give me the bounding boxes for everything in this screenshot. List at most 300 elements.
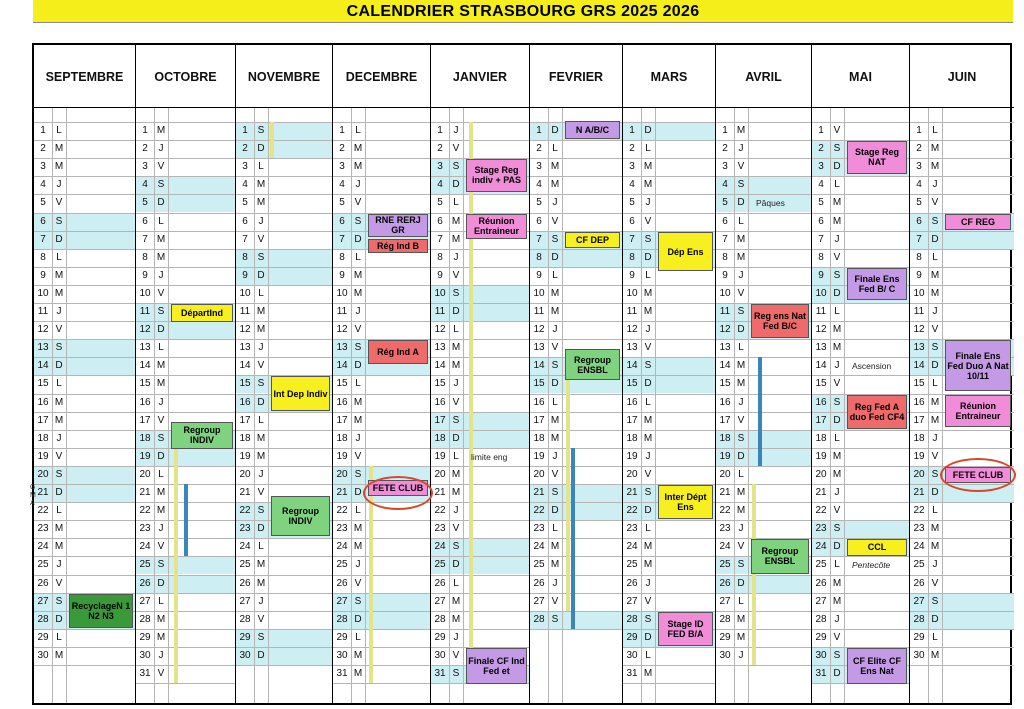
day-number: 4	[722, 179, 728, 191]
weekday-letter: M	[256, 432, 266, 444]
weekday-letter: J	[552, 450, 558, 462]
day-number: 1	[339, 125, 345, 136]
weekday-letter: D	[452, 306, 460, 317]
day-number: 6	[629, 215, 635, 227]
day-number: 22	[239, 505, 251, 517]
weekday-letter: J	[738, 269, 744, 281]
weekday-letter: S	[55, 595, 63, 607]
weekday-letter: D	[157, 577, 165, 589]
weekday-letter: M	[451, 613, 461, 625]
weekday-letter: M	[54, 649, 64, 661]
weekday-letter: S	[354, 468, 362, 480]
day-number: 28	[626, 613, 638, 625]
weekday-letter: J	[158, 143, 164, 155]
weekday-letter: V	[931, 197, 939, 209]
column-separator	[365, 108, 366, 703]
day-number: 24	[139, 541, 151, 553]
weekday-letter: M	[643, 541, 653, 553]
day-number: 1	[722, 125, 728, 136]
month-header-fevrier: FEVRIER	[530, 45, 623, 108]
day-number: 20	[434, 468, 446, 480]
weekday-letter: L	[158, 468, 164, 480]
day-number: 23	[37, 523, 49, 535]
month-header-avril: AVRIL	[716, 45, 812, 108]
day-number: 24	[533, 541, 545, 553]
day-number: 7	[722, 233, 728, 245]
weekday-letter: J	[932, 432, 938, 444]
weekday-letter: S	[257, 378, 265, 390]
day-number: 9	[722, 269, 728, 281]
period-bar	[752, 484, 756, 665]
weekday-letter: D	[55, 233, 63, 245]
day-number: 8	[40, 251, 46, 263]
weekday-letter: M	[156, 613, 166, 625]
day-number: 10	[815, 287, 827, 299]
weekday-letter: S	[55, 215, 63, 227]
weekday-letter: L	[355, 378, 361, 390]
weekday-letter: S	[833, 396, 841, 408]
day-number: 3	[242, 161, 248, 173]
weekday-letter: L	[355, 505, 361, 517]
day-number: 7	[818, 233, 824, 245]
day-number: 27	[434, 595, 446, 607]
weekday-letter: L	[355, 631, 361, 643]
day-number: 25	[815, 559, 827, 571]
weekday-letter: V	[551, 342, 559, 354]
weekday-letter: M	[550, 287, 560, 299]
day-number: 2	[916, 143, 922, 155]
month-column-novembre	[236, 108, 333, 703]
weekday-letter: D	[354, 613, 362, 625]
weekday-letter: D	[644, 251, 652, 263]
weekday-letter: S	[157, 306, 165, 317]
weekday-letter: L	[56, 251, 62, 263]
weekday-letter: S	[452, 287, 460, 299]
event-block: CF REG	[945, 214, 1011, 230]
event-block: RNE RERJ GR	[368, 214, 428, 238]
day-number: 4	[629, 179, 635, 191]
weekday-letter: J	[834, 613, 840, 625]
day-number: 3	[437, 161, 443, 173]
weekday-letter: D	[257, 523, 265, 535]
event-block: Stage Reg NAT	[847, 141, 907, 174]
weekday-letter: M	[930, 269, 940, 281]
day-number: 14	[239, 360, 251, 372]
day-number: 13	[626, 342, 638, 354]
day-number: 28	[434, 613, 446, 625]
calendar-note: Pentecôte	[852, 560, 891, 571]
period-bar	[270, 122, 274, 158]
period-bar	[758, 357, 762, 466]
weekday-letter: D	[931, 613, 939, 625]
day-number: 24	[239, 541, 251, 553]
day-number: 18	[913, 432, 925, 444]
weekday-letter: M	[451, 468, 461, 480]
weekday-letter: S	[257, 125, 265, 136]
weekday-letter: M	[550, 414, 560, 426]
weekday-letter: L	[932, 505, 938, 517]
weekday-letter: M	[156, 233, 166, 245]
day-number: 1	[818, 125, 824, 136]
day-number: 5	[339, 197, 345, 209]
weekday-letter: M	[54, 523, 64, 535]
weekday-letter: V	[931, 324, 939, 336]
day-number: 12	[139, 324, 151, 336]
day-number: 6	[916, 215, 922, 227]
day-number: 17	[434, 414, 446, 426]
day-number: 11	[719, 306, 731, 317]
weekday-letter: S	[644, 360, 652, 372]
day-number: 8	[242, 251, 248, 263]
weekday-letter: D	[157, 324, 165, 336]
event-block: RecyclageN 1 N2 N3	[69, 594, 133, 628]
weekday-letter: L	[932, 125, 938, 136]
weekday-letter: M	[156, 631, 166, 643]
weekday-letter: S	[737, 559, 745, 571]
weekday-letter: D	[931, 487, 939, 498]
day-number: 19	[815, 450, 827, 462]
weekday-letter: D	[55, 487, 63, 498]
day-number: 1	[437, 125, 443, 136]
day-number: 2	[40, 143, 46, 155]
day-number: 30	[239, 649, 251, 661]
weekday-letter: V	[644, 595, 652, 607]
day-number: 29	[239, 631, 251, 643]
row-line	[623, 683, 715, 684]
weekday-letter: M	[832, 577, 842, 589]
day-number: 23	[626, 523, 638, 535]
day-number: 7	[629, 233, 635, 245]
day-number: 12	[719, 324, 731, 336]
day-number: 2	[536, 143, 542, 155]
day-number: 9	[437, 269, 443, 281]
weekday-letter: M	[550, 179, 560, 191]
weekday-letter: D	[257, 143, 265, 155]
weekday-letter: L	[552, 523, 558, 535]
day-number: 28	[533, 613, 545, 625]
weekday-letter: D	[737, 577, 745, 589]
weekday-letter: L	[355, 125, 361, 136]
weekday-letter: M	[54, 414, 64, 426]
day-number: 28	[139, 613, 151, 625]
day-number: 21	[139, 487, 151, 498]
day-number: 28	[913, 613, 925, 625]
event-block: FETE CLUB	[368, 480, 428, 496]
column-separator	[66, 108, 67, 703]
day-number: 12	[626, 324, 638, 336]
weekday-letter: M	[736, 360, 746, 372]
month-header-decembre: DECEMBRE	[333, 45, 431, 108]
weekday-letter: J	[834, 360, 840, 372]
weekday-letter: L	[453, 577, 459, 589]
weekday-letter: M	[832, 450, 842, 462]
weekday-letter: M	[736, 125, 746, 136]
day-number: 26	[434, 577, 446, 589]
day-number: 13	[336, 342, 348, 354]
weekday-letter: L	[56, 505, 62, 517]
weekday-letter: S	[354, 342, 362, 354]
day-number: 31	[434, 668, 446, 679]
day-number: 29	[37, 631, 49, 643]
month-column-mars	[623, 108, 716, 703]
day-number: 25	[139, 559, 151, 571]
day-number: 26	[626, 577, 638, 589]
day-number: 13	[434, 342, 446, 354]
weekday-letter: V	[833, 251, 841, 263]
weekday-letter: S	[737, 179, 745, 191]
weekday-letter: J	[355, 179, 361, 191]
day-number: 3	[722, 161, 728, 173]
weekday-letter: J	[552, 197, 558, 209]
weekday-letter: L	[158, 342, 164, 354]
weekday-letter: V	[354, 450, 362, 462]
day-number: 17	[533, 414, 545, 426]
weekday-letter: M	[550, 432, 560, 444]
month-header-mai: MAI	[812, 45, 910, 108]
day-number: 23	[913, 523, 925, 535]
highlight-circle	[363, 476, 433, 510]
weekday-letter: M	[156, 378, 166, 390]
weekday-letter: M	[930, 143, 940, 155]
weekday-letter: J	[258, 595, 264, 607]
day-number: 14	[434, 360, 446, 372]
day-number: 18	[815, 432, 827, 444]
day-number: 30	[434, 649, 446, 661]
column-separator	[655, 108, 656, 703]
day-number: 14	[139, 360, 151, 372]
day-number: 27	[336, 595, 348, 607]
day-number: 2	[242, 143, 248, 155]
weekday-letter: S	[55, 468, 63, 480]
day-number: 11	[913, 306, 925, 317]
day-number: 13	[239, 342, 251, 354]
day-number: 27	[37, 595, 49, 607]
day-number: 20	[626, 468, 638, 480]
calendar-note: Ascension	[852, 361, 892, 372]
row-line	[333, 683, 430, 684]
weekday-letter: M	[256, 577, 266, 589]
day-number: 21	[815, 487, 827, 498]
day-number: 3	[40, 161, 46, 173]
day-number: 25	[913, 559, 925, 571]
event-block: Regroup ENSBL	[565, 349, 620, 380]
weekday-letter: L	[834, 179, 840, 191]
day-number: 29	[139, 631, 151, 643]
weekday-letter: M	[54, 143, 64, 155]
weekday-letter: S	[833, 143, 841, 155]
month-column-avril	[716, 108, 812, 703]
weekday-letter: M	[736, 631, 746, 643]
day-number: 20	[913, 468, 925, 480]
day-number: 30	[37, 649, 49, 661]
event-block: Stage ID FED B/A	[658, 612, 713, 646]
column-separator	[942, 108, 943, 703]
weekday-letter: V	[55, 197, 63, 209]
weekday-letter: V	[354, 324, 362, 336]
weekday-letter: D	[833, 161, 841, 173]
day-number: 12	[336, 324, 348, 336]
weekday-letter: J	[932, 559, 938, 571]
day-number: 10	[336, 287, 348, 299]
weekday-letter: J	[158, 269, 164, 281]
day-number: 19	[913, 450, 925, 462]
weekday-letter: S	[551, 360, 559, 372]
day-number: 12	[37, 324, 49, 336]
day-number: 16	[719, 396, 731, 408]
row-line	[34, 665, 135, 666]
weekday-letter: M	[54, 541, 64, 553]
weekday-letter: M	[451, 342, 461, 354]
day-number: 30	[626, 649, 638, 661]
period-bar	[184, 484, 188, 556]
day-number: 17	[37, 414, 49, 426]
day-number: 26	[719, 577, 731, 589]
weekday-letter: M	[930, 161, 940, 173]
weekday-letter: L	[56, 631, 62, 643]
weekday-letter: J	[645, 450, 651, 462]
weekday-letter: V	[55, 450, 63, 462]
weekday-letter: J	[56, 179, 62, 191]
weekday-letter: S	[452, 541, 460, 553]
day-number: 8	[339, 251, 345, 263]
day-number: 11	[239, 306, 251, 317]
day-number: 15	[626, 378, 638, 390]
day-number: 28	[239, 613, 251, 625]
weekday-letter: J	[258, 342, 264, 354]
weekday-letter: M	[353, 541, 363, 553]
day-number: 14	[719, 360, 731, 372]
event-block: Inter Dépt Ens	[658, 485, 713, 519]
day-number: 19	[139, 450, 151, 462]
weekday-letter: M	[256, 306, 266, 317]
day-number: 23	[239, 523, 251, 535]
day-number: 18	[626, 432, 638, 444]
weekday-letter: S	[257, 631, 265, 643]
weekday-letter: V	[452, 396, 460, 408]
weekday-letter: V	[931, 450, 939, 462]
weekday-letter: V	[157, 414, 165, 426]
day-number: 2	[818, 143, 824, 155]
day-number: 29	[815, 631, 827, 643]
event-block: FETE CLUB	[945, 467, 1011, 483]
weekday-letter: V	[257, 613, 265, 625]
weekday-letter: L	[738, 342, 744, 354]
day-number: 4	[536, 179, 542, 191]
weekday-letter: M	[930, 287, 940, 299]
day-number: 2	[722, 143, 728, 155]
weekday-letter: M	[930, 414, 940, 426]
weekday-letter: L	[453, 197, 459, 209]
weekday-letter: M	[736, 233, 746, 245]
day-number: 17	[815, 414, 827, 426]
weekday-letter: L	[258, 541, 264, 553]
day-number: 21	[434, 487, 446, 498]
day-number: 12	[533, 324, 545, 336]
day-number: 5	[629, 197, 635, 209]
day-number: 23	[719, 523, 731, 535]
weekday-letter: S	[644, 487, 652, 498]
event-block: Regroup ENSBL	[751, 539, 809, 573]
weekday-letter: L	[258, 161, 264, 173]
weekday-letter: V	[157, 161, 165, 173]
row-line	[136, 683, 235, 684]
weekday-letter: S	[257, 505, 265, 517]
day-number: 12	[239, 324, 251, 336]
day-number: 10	[239, 287, 251, 299]
day-number: 9	[242, 269, 248, 281]
day-number: 26	[913, 577, 925, 589]
weekday-letter: J	[56, 559, 62, 571]
day-number: 8	[916, 251, 922, 263]
month-column-septembre	[30, 108, 136, 703]
day-number: 24	[434, 541, 446, 553]
day-number: 11	[626, 306, 638, 317]
day-number: 5	[818, 197, 824, 209]
day-number: 23	[336, 523, 348, 535]
day-number: 8	[536, 251, 542, 263]
day-number: 22	[533, 505, 545, 517]
day-number: 10	[533, 287, 545, 299]
weekday-letter: J	[552, 577, 558, 589]
weekday-letter: V	[737, 541, 745, 553]
day-number: 22	[626, 505, 638, 517]
day-number: 15	[815, 378, 827, 390]
day-number: 20	[815, 468, 827, 480]
day-number: 2	[142, 143, 148, 155]
weekday-letter: S	[157, 559, 165, 571]
day-number: 8	[629, 251, 635, 263]
weekday-letter: M	[353, 414, 363, 426]
day-number: 20	[37, 468, 49, 480]
day-number: 23	[533, 523, 545, 535]
weekday-letter: M	[256, 324, 266, 336]
day-number: 20	[533, 468, 545, 480]
weekday-letter: J	[738, 396, 744, 408]
weekday-letter: D	[931, 360, 939, 372]
day-number: 10	[434, 287, 446, 299]
weekday-letter: J	[453, 631, 459, 643]
weekday-letter: J	[453, 378, 459, 390]
weekday-letter: V	[354, 197, 362, 209]
day-number: 10	[37, 287, 49, 299]
day-number: 8	[437, 251, 443, 263]
weekday-letter: J	[453, 251, 459, 263]
weekday-letter: L	[645, 649, 651, 661]
day-number: 6	[242, 215, 248, 227]
weekday-letter: J	[158, 523, 164, 535]
weekday-letter: L	[932, 251, 938, 263]
day-number: 6	[142, 215, 148, 227]
day-number: 25	[37, 559, 49, 571]
weekday-letter: L	[834, 306, 840, 317]
day-number: 11	[336, 306, 348, 317]
weekday-letter: V	[644, 215, 652, 227]
day-number: 19	[719, 450, 731, 462]
weekday-letter: M	[353, 396, 363, 408]
weekday-letter: M	[643, 414, 653, 426]
day-number: 10	[719, 287, 731, 299]
weekday-letter: M	[550, 306, 560, 317]
day-number: 19	[37, 450, 49, 462]
day-number: 17	[239, 414, 251, 426]
weekday-letter: L	[738, 595, 744, 607]
weekday-letter: L	[158, 215, 164, 227]
weekday-letter: J	[738, 649, 744, 661]
day-number: 10	[913, 287, 925, 299]
weekday-letter: M	[353, 649, 363, 661]
day-number: 19	[626, 450, 638, 462]
weekday-letter: M	[930, 541, 940, 553]
